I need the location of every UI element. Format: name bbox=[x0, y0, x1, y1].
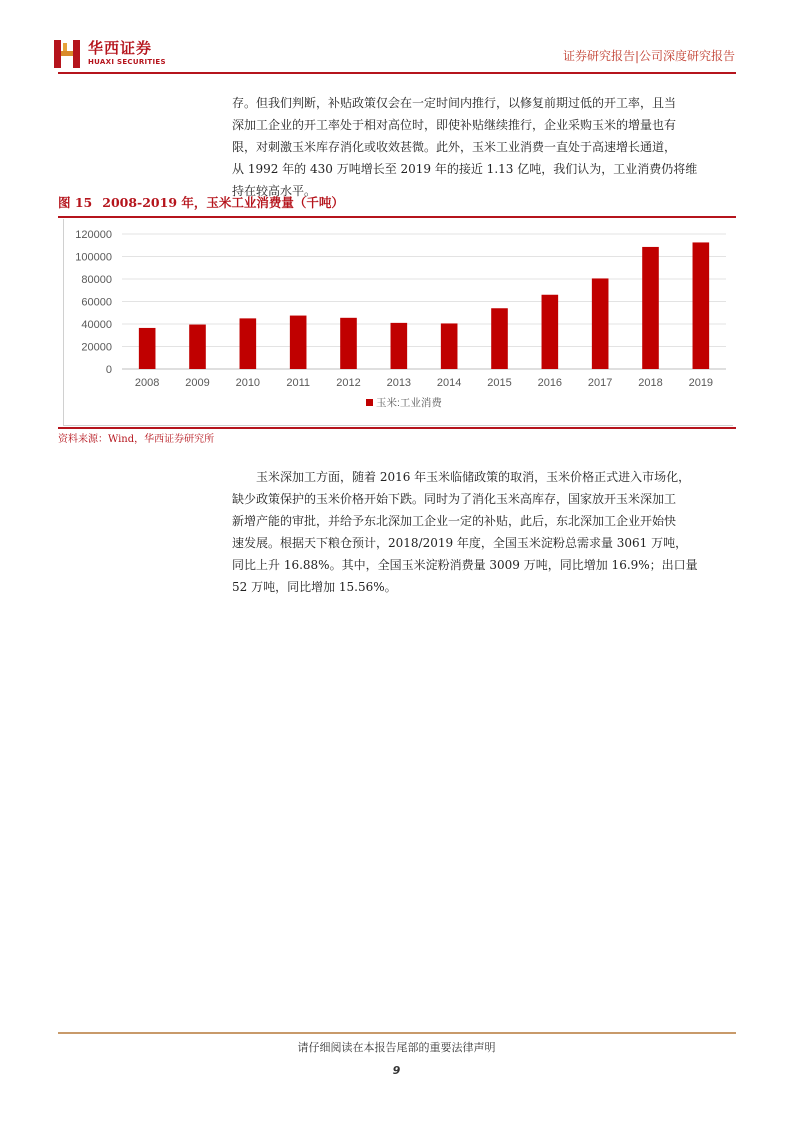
x-tick-label: 2019 bbox=[688, 377, 714, 389]
x-tick-label: 2016 bbox=[537, 377, 563, 389]
x-tick-label: 2013 bbox=[386, 377, 412, 389]
x-tick-label: 2014 bbox=[436, 377, 462, 389]
header-divider bbox=[58, 72, 736, 74]
logo-chinese-name: 华西证券 bbox=[88, 39, 153, 57]
x-tick-label: 2015 bbox=[487, 377, 512, 389]
intro-paragraph bbox=[232, 92, 734, 202]
x-tick-label: 2010 bbox=[235, 377, 261, 389]
body-line: 缺少政策保护的玉米价格开始下跌。同时为了消化玉米高库存，国家放开玉米深加工 bbox=[232, 492, 677, 506]
y-tick-label: 0 bbox=[105, 364, 112, 376]
footer-divider bbox=[58, 1032, 736, 1034]
intro-line: 持在较高水平。 bbox=[232, 184, 317, 198]
x-tick-label: 2009 bbox=[185, 377, 210, 389]
body-line: 玉米深加工方面，随着 2016 年玉米临储政策的取消，玉米价格正式进入市场化， bbox=[256, 470, 691, 484]
y-tick-label: 120000 bbox=[75, 229, 112, 241]
y-tick-label: 20000 bbox=[81, 341, 112, 354]
bar-2014 bbox=[441, 323, 458, 369]
legal-notice: 请仔细阅读在本报告尾部的重要法律声明 bbox=[297, 1041, 496, 1054]
bar-2018 bbox=[642, 247, 659, 369]
body-paragraph bbox=[232, 466, 734, 598]
bar-2008 bbox=[139, 328, 156, 369]
bar-2019 bbox=[693, 242, 710, 369]
y-tick-label: 40000 bbox=[81, 319, 112, 331]
chart-container bbox=[63, 219, 733, 426]
logo-english-name: HUAXI SECURITIES bbox=[88, 58, 166, 66]
intro-line: 从 1992 年的 430 万吨增长至 2019 年的接近 1.13 亿吨，我们认为，工业消费仍将维 bbox=[232, 162, 698, 176]
bar-2015 bbox=[491, 308, 508, 369]
y-tick-label: 100000 bbox=[75, 251, 112, 264]
body-line: 速发展。根据天下粮仓预计，2018/2019 年度，全国玉米淀粉总需求量 3061 万吨， bbox=[232, 536, 688, 550]
bar-2013 bbox=[391, 323, 408, 369]
intro-line: 存。但我们判断，补贴政策仅会在一定时间内推行，以修复前期过低的开工率，且当 bbox=[232, 96, 677, 110]
legend-swatch bbox=[366, 399, 373, 406]
bar-chart bbox=[64, 219, 733, 425]
bar-2009 bbox=[189, 325, 206, 369]
figure-top-divider bbox=[58, 216, 736, 218]
intro-line: 深加工企业的开工率处于相对高位时，即使补贴继续推行，企业采购玉米的增量也有 bbox=[232, 118, 677, 132]
y-tick-label: 80000 bbox=[81, 274, 112, 286]
legend-label: 玉米:工业消费 bbox=[376, 397, 442, 409]
figure-source: 资料来源：Wind，华西证券研究所 bbox=[58, 434, 215, 445]
intro-line: 限，对刺激玉米库存消化或收效甚微。此外，玉米工业消费一直处于高速增长通道， bbox=[232, 140, 677, 154]
x-tick-label: 2008 bbox=[134, 377, 160, 389]
huaxi-logo-icon bbox=[54, 40, 80, 68]
body-line: 同比上升 16.88%。其中，全国玉米淀粉消费量 3009 万吨，同比增加 16.9%；出口量 bbox=[232, 558, 698, 572]
bar-2017 bbox=[592, 278, 609, 369]
body-line: 新增产能的审批，并给予东北深加工企业一定的补贴，此后，东北深加工企业开始快 bbox=[232, 514, 677, 528]
x-tick-label: 2017 bbox=[587, 377, 613, 389]
bar-2010 bbox=[240, 318, 257, 369]
figure-title: 2008-2019 年，玉米工业消费量（千吨） bbox=[102, 195, 344, 210]
report-type-label: 证券研究报告|公司深度研究报告 bbox=[562, 49, 735, 63]
figure-bottom-divider bbox=[58, 427, 736, 429]
body-line: 52 万吨，同比增加 15.56%。 bbox=[232, 580, 397, 594]
bar-2012 bbox=[340, 318, 357, 369]
x-tick-label: 2012 bbox=[336, 377, 361, 389]
figure-caption bbox=[58, 193, 344, 211]
x-tick-label: 2011 bbox=[286, 377, 310, 389]
figure-label: 图 15 bbox=[58, 195, 93, 210]
y-tick-label: 60000 bbox=[81, 296, 112, 309]
bar-2016 bbox=[542, 295, 559, 369]
bar-2011 bbox=[290, 316, 307, 369]
x-tick-label: 2018 bbox=[638, 377, 663, 389]
page-number: 9 bbox=[392, 1064, 401, 1077]
